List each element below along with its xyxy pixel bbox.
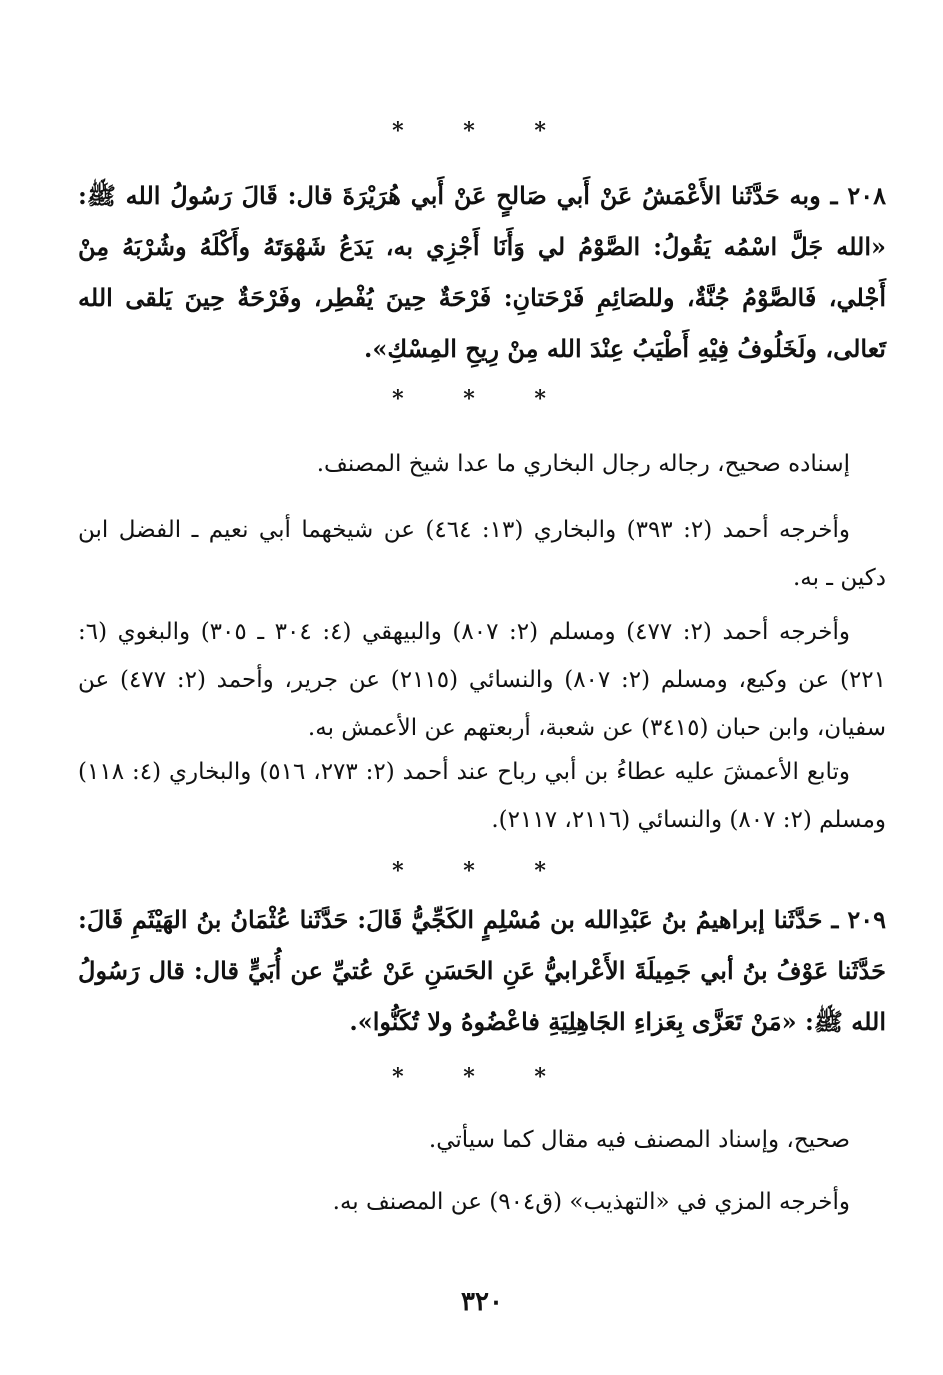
note-208-takhrij-2: وأخرجه أحمد (٢: ٤٧٧) ومسلم (٢: ٨٠٧) والبيهقي (٤: ٣٠٤ ـ ٣٠٥) والبغوي (٦: ٢٢١) عن وكيع، ومسلم (٢: ٨٠٧) والنسائي (٢١١٥) عن جرير، وأحمد (٢: ٤٧٧) عن سفيان، وابن حبان (٣٤١٥) عن شعبة، أربعتهم عن الأعمش به. — [78, 619, 886, 741]
note-208-grading: إسناده صحيح، رجاله رجال البخاري ما عدا شيخ المصنف. — [316, 451, 850, 477]
note-209-takhrij: وأخرجه المزي في «التهذيب» (ق٩٠٤) عن المصنف به. — [332, 1189, 850, 1215]
section-separator: * * * — [392, 386, 572, 412]
note-208-takhrij-1: وأخرجه أحمد (٢: ٣٩٣) والبخاري (١٣: ٤٦٤) عن شيخهما أبي نعيم ـ الفضل ابن دكين ـ به. — [78, 517, 886, 591]
note-208-mutabaa: وتابع الأعمشَ عليه عطاءُ بن أبي رباح عند أحمد (٢: ٢٧٣، ٥١٦) والبخاري (٤: ١١٨) ومسلم (٢: ٨٠٧) والنسائي (٢١١٦، ٢١١٧). — [78, 759, 886, 833]
hadith-208-text: ٢٠٨ ـ وبه حَدَّثَنا الأَعْمَشُ عَنْ أَبي صَالحٍ عَنْ أَبي هُرَيْرَةَ قال: قَالَ رَسُولُ الله ﷺ: «الله جَلَّ اسْمُه يَقُولُ: الصَّوْمُ لي وَأَنَا أَجْزِي به، يَدَعُ شَهْوَتَهُ وأَكْلَهُ وشُرْبَهُ مِنْ أَجْلي، فَالصَّوْمُ جُنَّةٌ، وللصَائِمِ فَرْحَتانِ: فَرْحَةٌ حِينَ يُفْطِر، وفَرْحَةٌ حِينَ يَلقى الله تَعالى، ولَخَلُوفُ فِيْهِ أَطْيَبُ عِنْدَ الله مِنْ رِيحِ المِسْكِ». — [78, 181, 886, 363]
section-separator: * * * — [392, 1064, 572, 1090]
section-separator: * * * — [392, 118, 572, 144]
section-separator: * * * — [392, 858, 572, 884]
hadith-209-text: ٢٠٩ ـ حَدَّثَنا إبراهيمُ بنُ عَبْدِالله بن مُسْلِمٍ الكَجِّيُّ قَالَ: حَدَّثَنا عُثْمَانُ بنُ الهَيْثَمِ قَالَ: حَدَّثَنا عَوْفُ بنُ أبي جَمِيلَةَ الأَعْرابيُّ عَنِ الحَسَنِ عَنْ عُتيِّ عن أُبَيٍّ قال: قال رَسُولُ الله ﷺ: «مَنْ تَعَزَّى بِعَزاءِ الجَاهِلِيَةِ فاعْضُوهُ ولا تُكَنُّوا». — [78, 905, 886, 1036]
book-page — [78, 0, 886, 1375]
note-209-grading: صحيح، وإسناد المصنف فيه مقال كما سيأتي. — [428, 1127, 850, 1153]
page-number: ٣٢٠ — [461, 1287, 503, 1317]
